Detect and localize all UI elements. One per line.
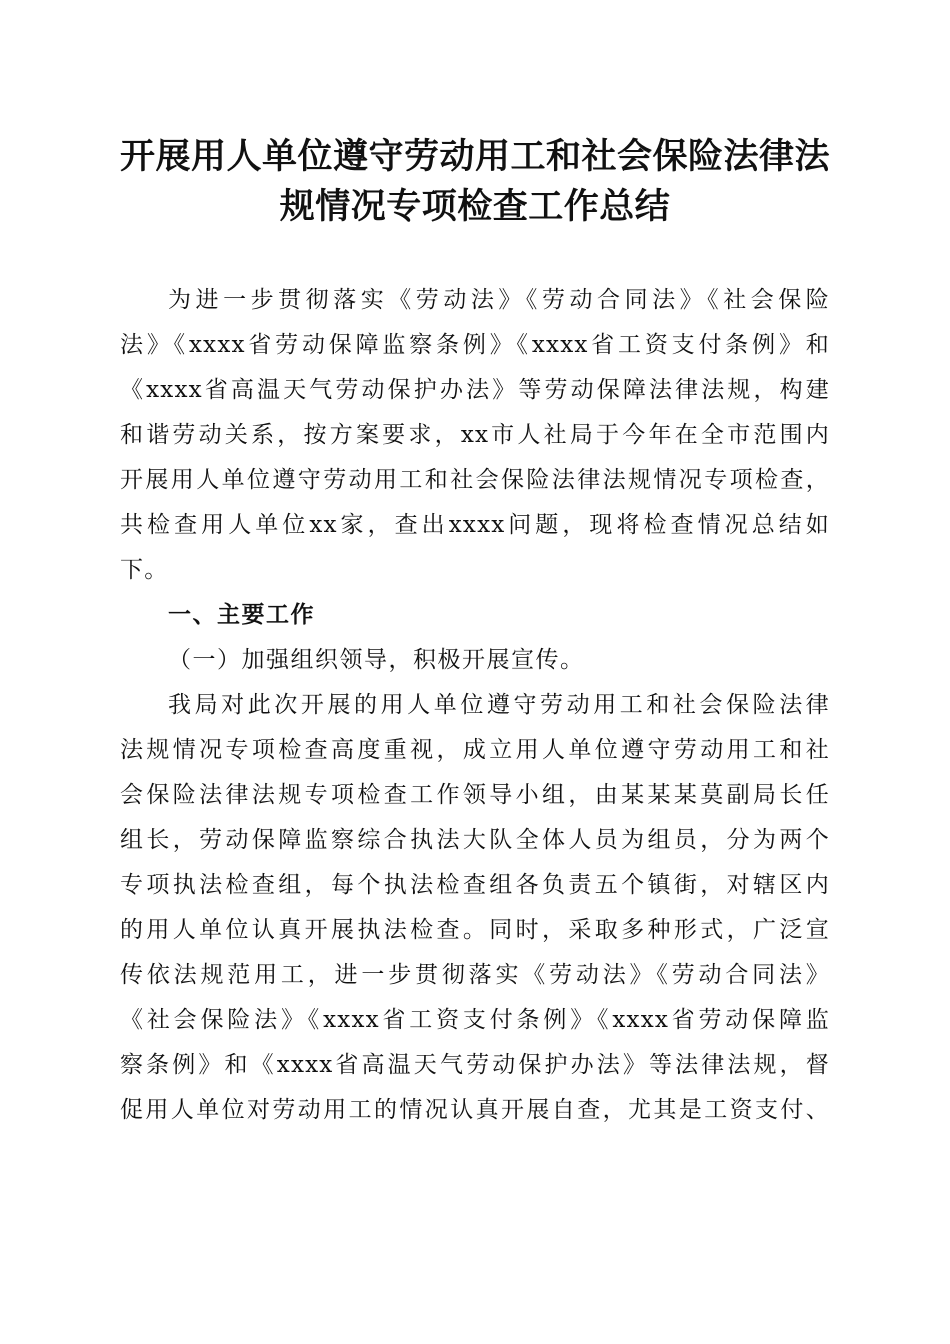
paragraph-line: 《社会保险法》《xxxx省工资支付条例》《xxxx省劳动保障监 bbox=[120, 1007, 830, 1033]
paragraph-line: 专项执法检查组，每个执法检查组各负责五个镇街，对辖区内 bbox=[120, 872, 830, 898]
paragraph-line: 《xxxx省高温天气劳动保护办法》等劳动保障法律法规，构建 bbox=[120, 377, 830, 403]
document-title bbox=[100, 132, 850, 232]
paragraph-line: 开展用人单位遵守劳动用工和社会保险法律法规情况专项检查， bbox=[120, 467, 830, 493]
paragraph-line: 会保险法律法规专项检查工作领导小组，由某某某莫副局长任 bbox=[120, 782, 830, 808]
paragraph-line: 的用人单位认真开展执法检查。同时，采取多种形式，广泛宣 bbox=[120, 917, 830, 943]
title-line: 开展用人单位遵守劳动用工和社会保险法律法 bbox=[119, 137, 830, 177]
document-body bbox=[120, 278, 830, 1133]
paragraph-line: 促用人单位对劳动用工的情况认真开展自查，尤其是工资支付、 bbox=[120, 1097, 830, 1123]
paragraph-line: 下。 bbox=[120, 557, 169, 583]
title-line: 规情况专项检查工作总结 bbox=[279, 187, 671, 227]
paragraph-line: 为进一步贯彻落实《劳动法》《劳动合同法》《社会保险 bbox=[168, 287, 830, 313]
paragraph-line: 我局对此次开展的用人单位遵守劳动用工和社会保险法律 bbox=[168, 692, 830, 718]
paragraph-line: 组长，劳动保障监察综合执法大队全体人员为组员，分为两个 bbox=[120, 827, 830, 853]
paragraph-line: 和谐劳动关系，按方案要求，xx市人社局于今年在全市范围内 bbox=[120, 422, 830, 448]
paragraph-line: 共检查用人单位xx家，查出xxxx问题，现将检查情况总结如 bbox=[120, 512, 830, 538]
paragraph-line: 法》《xxxx省劳动保障监察条例》《xxxx省工资支付条例》和 bbox=[120, 332, 830, 358]
paragraph-line: 法规情况专项检查高度重视，成立用人单位遵守劳动用工和社 bbox=[120, 737, 830, 763]
section-heading: 一、主要工作 bbox=[168, 602, 315, 628]
paragraph-line: 察条例》和《xxxx省高温天气劳动保护办法》等法律法规，督 bbox=[120, 1052, 830, 1078]
intro-paragraph bbox=[120, 278, 830, 593]
paragraph-line: 传依法规范用工，进一步贯彻落实《劳动法》《劳动合同法》 bbox=[120, 962, 830, 988]
subsection-heading: （一）加强组织领导，积极开展宣传。 bbox=[168, 647, 585, 673]
body-paragraph bbox=[120, 683, 830, 1133]
